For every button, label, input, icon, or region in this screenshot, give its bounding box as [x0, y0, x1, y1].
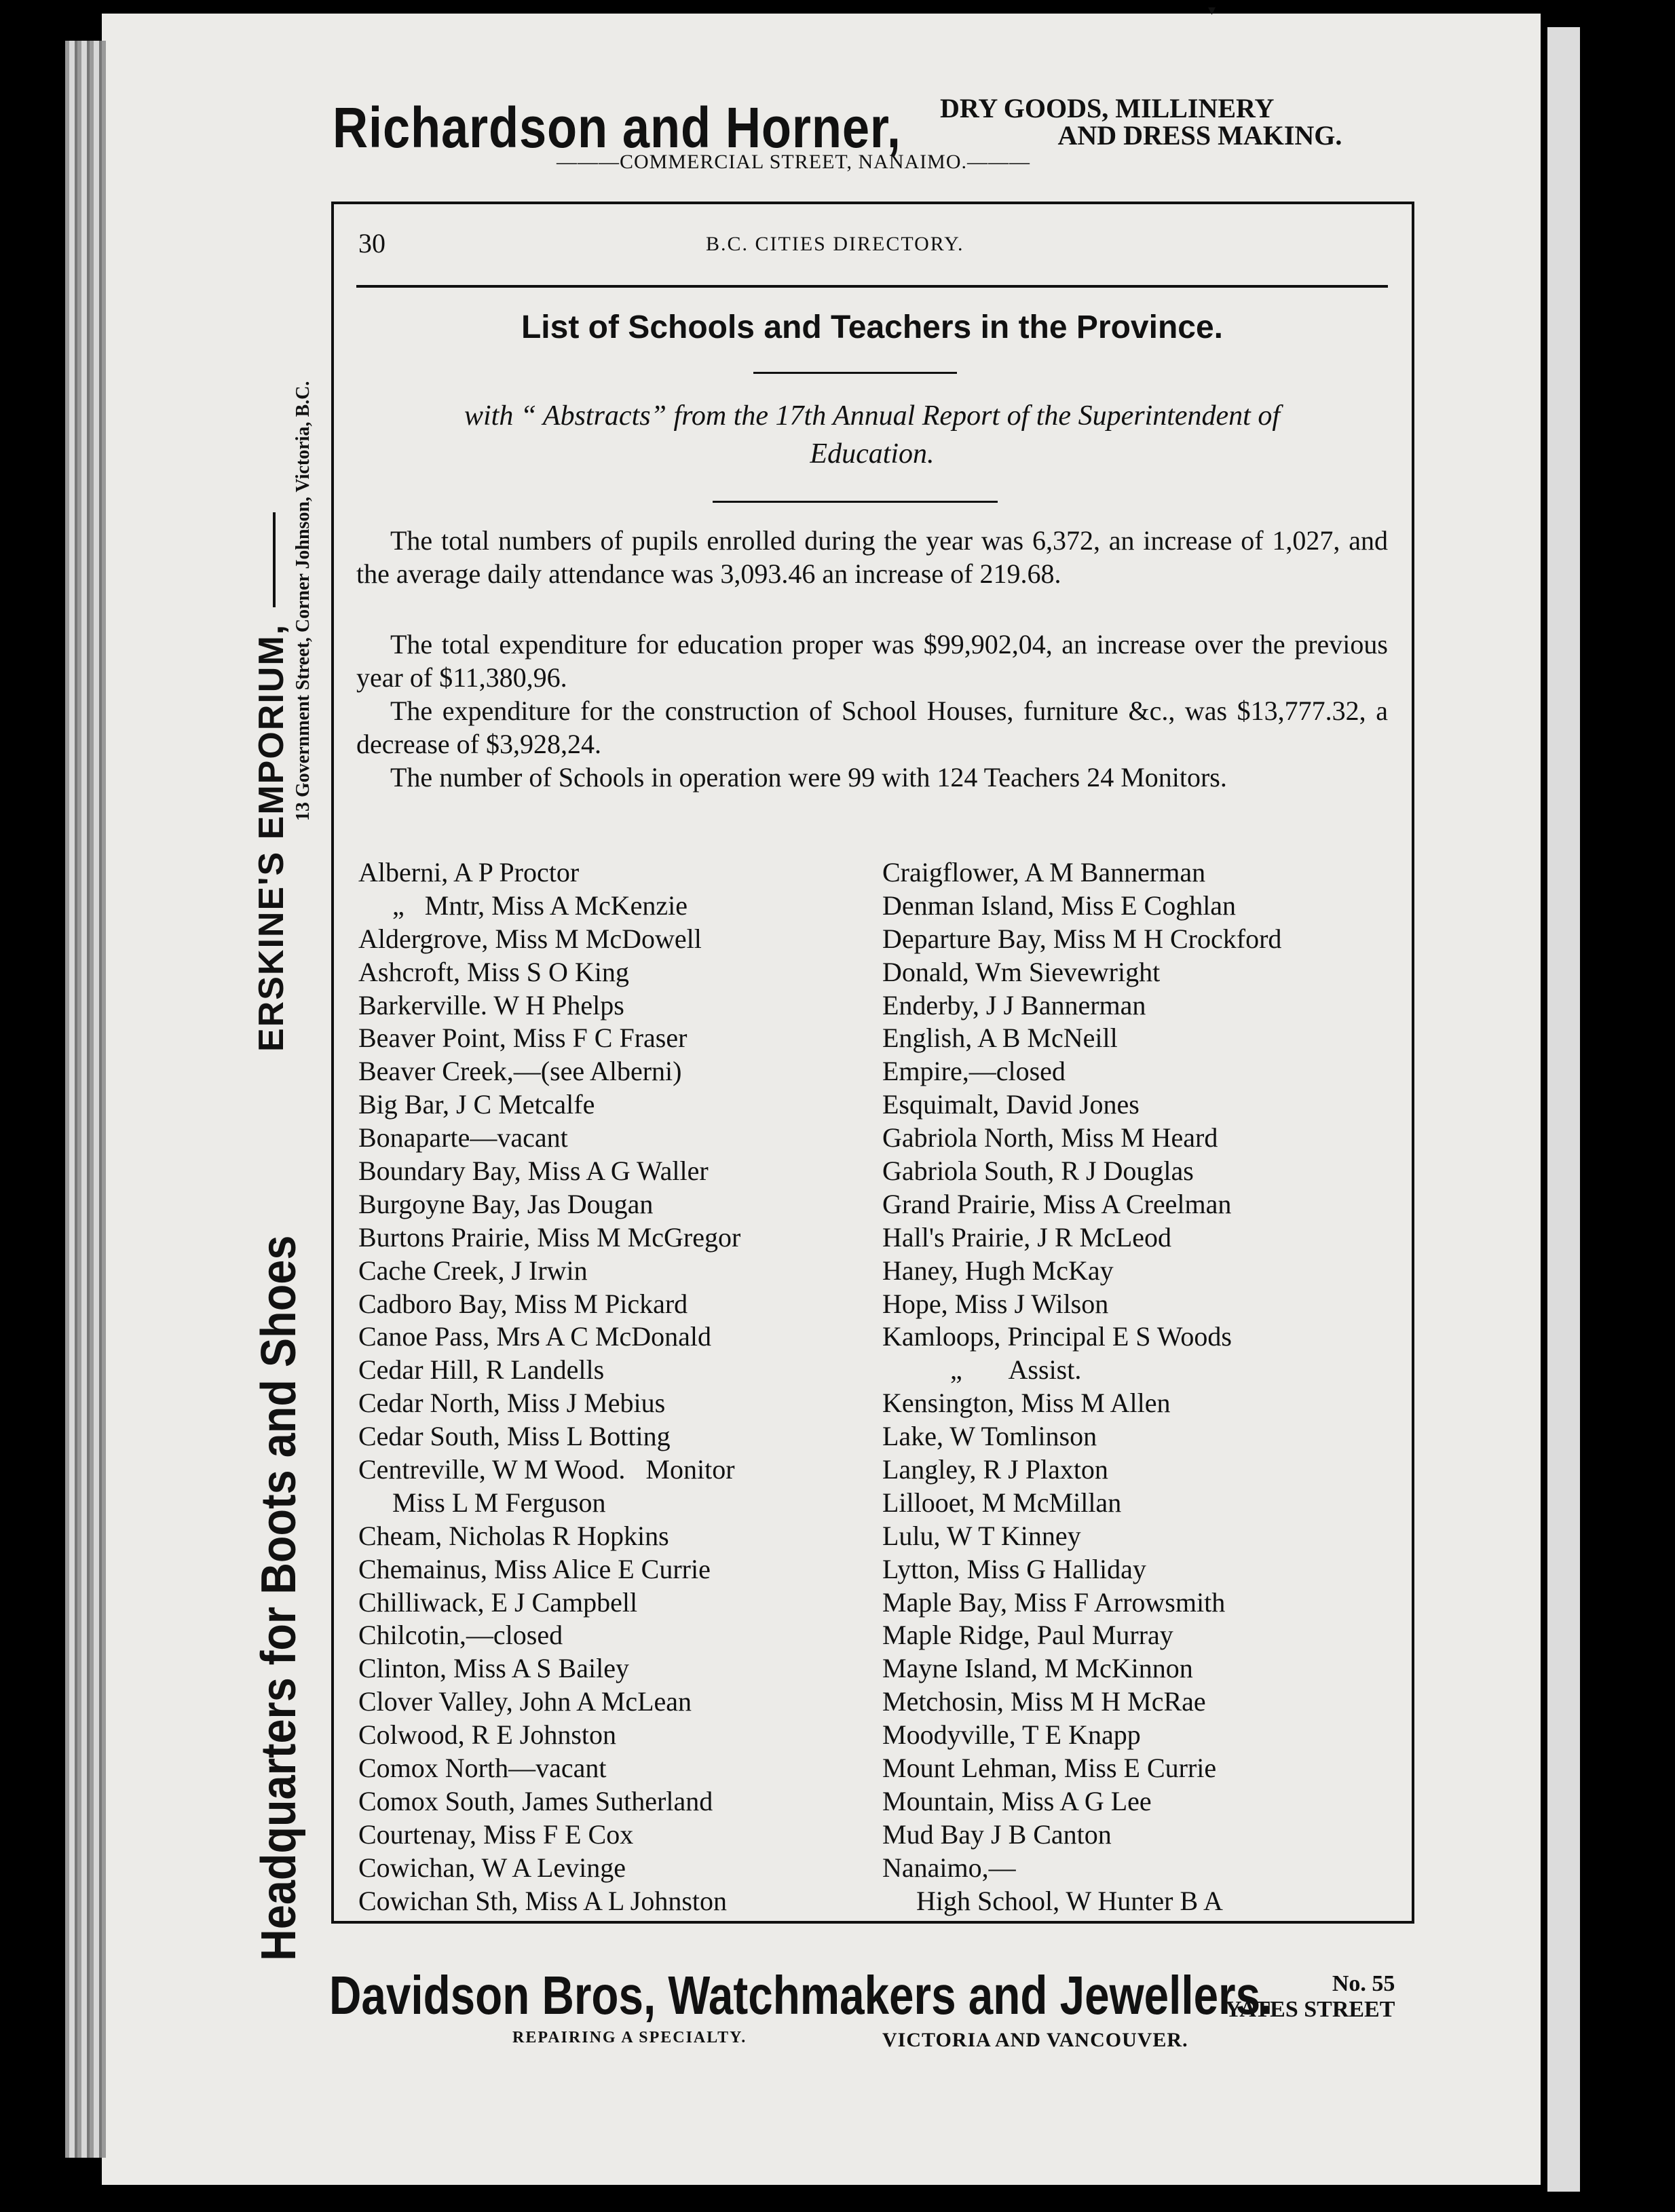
school-entry: Mayne Island, M McKinnon: [882, 1653, 1193, 1684]
top-ad-firm-name: Richardson and Horner,: [333, 96, 901, 159]
school-entry: Mountain, Miss A G Lee: [882, 1785, 1152, 1816]
school-entry: Colwood, R E Johnston: [358, 1719, 617, 1751]
school-entry: Mud Bay J B Canton: [882, 1818, 1112, 1850]
school-entry: Maple Ridge, Paul Murray: [882, 1620, 1173, 1651]
subtitle-line1: with “ Abstracts” from the 17th Annual Report of the Superintendent of: [464, 400, 1281, 432]
school-entry: Canoe Pass, Mrs A C McDonald: [358, 1321, 711, 1352]
school-entry: Chilliwack, E J Campbell: [358, 1586, 638, 1618]
bottom-ad-street-name: YATES STREET: [1225, 1997, 1395, 2022]
top-ad-goods: [940, 95, 1342, 149]
schools-list-right: [882, 856, 1281, 1918]
bottom-ad-specialty: REPAIRING A SPECIALTY.: [512, 2029, 747, 2046]
bottom-ad-street-number: No. 55: [1332, 1971, 1395, 1996]
school-entry: Haney, Hugh McKay: [882, 1255, 1114, 1286]
school-entry: Lytton, Miss G Halliday: [882, 1553, 1146, 1584]
side-ad-dash: [273, 512, 276, 607]
school-entry: Cedar Hill, R Landells: [358, 1354, 605, 1386]
next-page-edge: [1547, 27, 1580, 2192]
top-ad-goods-line1: DRY GOODS, MILLINERY: [940, 93, 1275, 123]
school-entry: Chemainus, Miss Alice E Currie: [358, 1553, 711, 1584]
paragraph-schools-count: The number of Schools in operation were 99 with 124 Teachers 24 Monitors.: [390, 762, 1227, 793]
school-entry: Denman Island, Miss E Coghlan: [882, 890, 1237, 921]
school-entry: Barkerville. W H Phelps: [358, 989, 624, 1021]
bottom-ad-street: [1225, 1971, 1395, 2023]
school-entry: Langley, R J Plaxton: [882, 1454, 1108, 1485]
school-entry: Moodyville, T E Knapp: [882, 1719, 1141, 1751]
school-entry: Beaver Creek,—(see Alberni): [358, 1056, 682, 1087]
bottom-ad-firm-name: Davidson Bros, Watchmakers and Jewellers.: [329, 1965, 1273, 2025]
school-entry: „ Mntr, Miss A McKenzie: [358, 890, 688, 921]
school-entry: Esquimalt, David Jones: [882, 1089, 1140, 1120]
top-ad-street: ———COMMERCIAL STREET, NANAIMO.———: [557, 151, 1030, 173]
paragraph-construction: The expenditure for the construction of School Houses, furniture &c., was $13,777.32, a decrease of $3,928,24.: [356, 695, 1388, 759]
top-ad-goods-line2: AND DRESS MAKING.: [1057, 120, 1342, 151]
school-entry: Miss L M Ferguson: [358, 1487, 606, 1518]
school-entry: Alberni, A P Proctor: [358, 857, 580, 888]
school-entry: Kensington, Miss M Allen: [882, 1388, 1171, 1419]
side-ad-headline: Headquarters for Boots and Shoes: [252, 1235, 306, 1961]
school-entry: Grand Prairie, Miss A Creelman: [882, 1188, 1232, 1219]
subtitle-line2: Education.: [810, 438, 935, 470]
school-entry: Cedar South, Miss L Botting: [358, 1421, 671, 1452]
side-ad-address: 13 Government Street, Corner Johnson, Victoria, B.C.: [293, 381, 314, 821]
school-entry: Ashcroft, Miss S O King: [358, 956, 629, 987]
school-entry: Chilcotin,—closed: [358, 1620, 563, 1651]
school-entry: High School, W Hunter B A: [882, 1885, 1223, 1916]
school-entry: Lillooet, M McMillan: [882, 1487, 1122, 1518]
school-entry: Kamloops, Principal E S Woods: [882, 1321, 1232, 1352]
article-subtitle: [356, 397, 1388, 473]
school-entry: Cowichan Sth, Miss A L Johnston: [358, 1885, 728, 1916]
school-entry: Big Bar, J C Metcalfe: [358, 1089, 595, 1120]
school-entry: Courtenay, Miss F E Cox: [358, 1818, 634, 1850]
school-entry: Clinton, Miss A S Bailey: [358, 1653, 629, 1684]
school-entry: Empire,—closed: [882, 1056, 1066, 1087]
school-entry: Cedar North, Miss J Mebius: [358, 1388, 666, 1419]
school-entry: Clover Valley, John A McLean: [358, 1686, 692, 1717]
school-entry: Gabriola North, Miss M Heard: [882, 1122, 1218, 1153]
school-entry: Donald, Wm Sievewright: [882, 956, 1161, 987]
school-entry: Departure Bay, Miss M H Crockford: [882, 923, 1282, 954]
school-entry: Aldergrove, Miss M McDowell: [358, 923, 702, 954]
school-entry: Comox North—vacant: [358, 1753, 607, 1784]
school-entry: Cowichan, W A Levinge: [358, 1852, 626, 1883]
paragraph-enrolment: The total numbers of pupils enrolled during the year was 6,372, an increase of 1,027, and the average daily attendance was 3,093.46 an increase of 219.68.: [356, 525, 1388, 589]
school-entry: Cache Creek, J Irwin: [358, 1255, 588, 1286]
school-entry: Lulu, W T Kinney: [882, 1520, 1081, 1551]
school-entry: Metchosin, Miss M H McRae: [882, 1686, 1206, 1717]
schools-list-left: [358, 856, 740, 1918]
school-entry: Comox South, James Sutherland: [358, 1785, 713, 1816]
school-entry: Maple Bay, Miss F Arrowsmith: [882, 1586, 1226, 1618]
school-entry: Nanaimo,—: [882, 1852, 1016, 1883]
school-entry: Gabriola South, R J Douglas: [882, 1156, 1194, 1187]
page-number: 30: [358, 228, 385, 259]
school-entry: Burgoyne Bay, Jas Dougan: [358, 1188, 654, 1219]
school-entry: Hope, Miss J Wilson: [882, 1288, 1109, 1319]
paragraph-expenditure: The total expenditure for education proper was $99,902,04, an increase over the previous year of $11,380,96.: [356, 629, 1388, 693]
school-entry: „ Assist.: [882, 1354, 1082, 1386]
page-edge-shadow: [65, 41, 106, 2158]
school-entry: Cadboro Bay, Miss M Pickard: [358, 1288, 688, 1319]
school-entry: Mount Lehman, Miss E Currie: [882, 1753, 1217, 1784]
school-entry: Enderby, J J Bannerman: [882, 989, 1146, 1021]
school-entry: Cheam, Nicholas R Hopkins: [358, 1520, 669, 1551]
school-entry: Lake, W Tomlinson: [882, 1421, 1097, 1452]
article-title: List of Schools and Teachers in the Province.: [521, 309, 1223, 345]
title-rule: [753, 372, 957, 374]
school-entry: Beaver Point, Miss F C Fraser: [358, 1023, 688, 1054]
header-rule: [356, 285, 1388, 288]
school-entry: Bonaparte—vacant: [358, 1122, 568, 1153]
side-ad-store-name: ERSKINE'S EMPORIUM,: [252, 623, 291, 1052]
school-entry: English, A B McNeill: [882, 1023, 1118, 1054]
school-entry: Craigflower, A M Bannerman: [882, 857, 1206, 888]
school-entry: Burtons Prairie, Miss M McGregor: [358, 1221, 741, 1253]
running-title: B.C. CITIES DIRECTORY.: [706, 233, 964, 255]
scan-mark-icon: ▾: [1208, 1, 1216, 18]
school-entry: Boundary Bay, Miss A G Waller: [358, 1156, 709, 1187]
bottom-ad-cities: VICTORIA AND VANCOUVER.: [882, 2029, 1188, 2051]
subtitle-rule: [713, 501, 998, 503]
school-entry: Centreville, W M Wood. Monitor: [358, 1454, 735, 1485]
school-entry: Hall's Prairie, J R McLeod: [882, 1221, 1172, 1253]
